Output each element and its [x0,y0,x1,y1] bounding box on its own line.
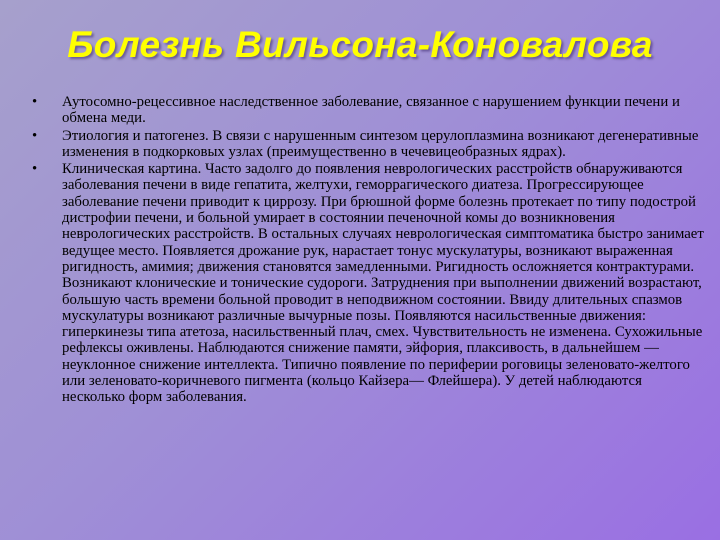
bullet-item [32,128,708,161]
bullet-item [32,94,708,127]
bullet-dot-icon: • [32,161,38,178]
bullet-text: Аутосомно-рецессивное наследственное заболевание, связанное с нарушением функции печени и обмена меди. [62,94,680,127]
bullet-item [32,161,708,405]
bullet-dot-icon: • [32,94,38,110]
slide-title: Болезнь Вильсона-Коновалова [67,24,653,65]
bullet-list [32,94,708,407]
bullet-text: Этиология и патогенез. В связи с нарушенным синтезом церулоплазмина возникают дегенеративные изменения в подкорковых узлах (преимущественно в чечевицеобразных ядрах). [62,127,699,160]
bullet-text: Клиническая картина. Часто задолго до появления неврологических расстройств обнаруживаются заболевания печени в виде гепатита, желтухи, геморрагического диатеза. Прогрессирующее заболевание печени приводит к циррозу. При брюшной форме болезнь протекает по типу подострой дистрофии печени, и больной умирает в состоянии печеночной комы до возникновения неврологических расстройств. В остальных случаях неврологическая симптоматика быстро занимает ведущее место. Появляется дрожание рук, нарастает тонус мускулатуры, возникают выраженная ригидность, амимия; движения становятся замедленными. Ригидность осложняется контрактурами. Возникают клонические и тонические судороги. Затруднения при выполнении движений возрастают, большую часть времени больной проводит в неподвижном состоянии. Ввиду длительных спазмов мускулатуры возникают различные вычурные позы. Появляются насильственные движения: гиперкинезы типа атетоза, насильственный плач, смех. Чувствительность не изменена. Сухожильные рефлексы оживлены. Наблюдаются снижение памяти, эйфория, плаксивость, в дальнейшем — неуклонное снижение интеллекта. Типично появление по периферии роговицы зеленовато-желтого или зеленовато-коричневого пигмента (кольцо Кайзера— Флейшера). У детей наблюдаются несколько форм заболевания. [62,161,704,406]
bullet-dot-icon: • [32,127,38,144]
